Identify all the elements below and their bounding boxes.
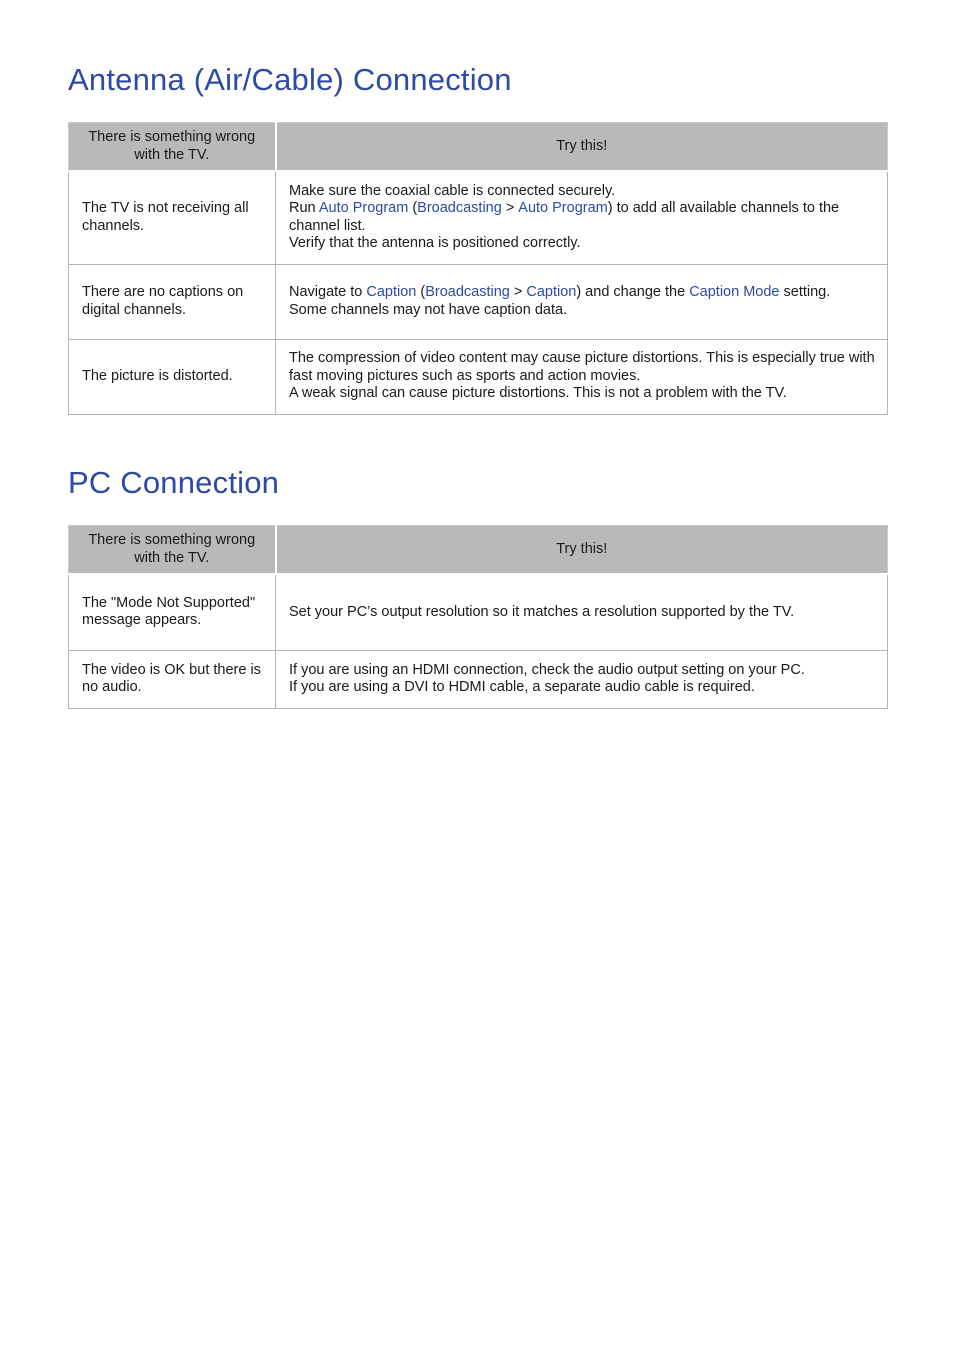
table-row <box>69 339 888 414</box>
solution-line: Set your PC’s output resolution so it matches a resolution supported by the TV. <box>289 603 795 620</box>
problem-cell: There are no captions on digital channels. <box>69 264 276 339</box>
table-row <box>69 650 888 708</box>
problem-column-header: There is something wrong with the TV. <box>69 123 276 172</box>
chevron-right-icon: > <box>513 284 523 300</box>
solution-line: A weak signal can cause picture distortions. This is not a problem with the TV. <box>289 385 787 402</box>
problem-cell: The picture is distorted. <box>69 339 276 414</box>
solution-line: Run Auto Program (Broadcasting > Auto Program) to add all available channels to the channel list. <box>289 200 840 234</box>
solution-column-header: Try this! <box>276 123 888 172</box>
table-header-row <box>69 123 888 172</box>
problem-cell: The TV is not receiving all channels. <box>69 171 276 264</box>
solution-cell <box>276 650 888 708</box>
solution-line: Navigate to Caption (Broadcasting > Caption) and change the Caption Mode setting. <box>289 284 831 300</box>
solution-cell <box>276 264 888 339</box>
solution-line: Some channels may not have caption data. <box>289 301 568 318</box>
menu-link-broadcasting: Broadcasting <box>417 200 502 217</box>
pc-troubleshooting-table <box>68 525 888 709</box>
solution-line: The compression of video content may cause picture distortions. This is especially true with fast moving pictures such as sports and action movies. <box>289 350 875 384</box>
section-title-pc: PC Connection <box>68 465 280 500</box>
table-row <box>69 574 888 650</box>
menu-link-caption: Caption <box>366 284 417 300</box>
solution-line: Make sure the coaxial cable is connected securely. <box>289 182 616 199</box>
solution-line: Verify that the antenna is positioned correctly. <box>289 235 581 252</box>
solution-line: If you are using an HDMI connection, check the audio output setting on your PC. <box>289 661 805 678</box>
menu-link-caption: Caption <box>526 284 577 300</box>
problem-cell: The video is OK but there is no audio. <box>69 650 276 708</box>
antenna-troubleshooting-table <box>68 122 888 415</box>
problem-column-header: There is something wrong with the TV. <box>69 526 276 575</box>
table-header-row <box>69 526 888 575</box>
menu-link-auto-program: Auto Program <box>318 200 409 217</box>
table-row <box>69 171 888 264</box>
section-title-antenna: Antenna (Air/Cable) Connection <box>68 62 512 97</box>
solution-line: If you are using a DVI to HDMI cable, a separate audio cable is required. <box>289 679 755 695</box>
solution-column-header: Try this! <box>276 526 888 575</box>
solution-cell <box>276 171 888 264</box>
solution-cell <box>276 574 888 650</box>
problem-cell: The "Mode Not Supported" message appears. <box>69 574 276 650</box>
solution-cell <box>276 339 888 414</box>
chevron-right-icon: > <box>505 200 515 217</box>
menu-link-broadcasting: Broadcasting <box>425 284 510 300</box>
menu-link-caption-mode: Caption Mode <box>689 284 780 300</box>
table-row <box>69 264 888 339</box>
menu-link-auto-program: Auto Program <box>518 200 608 217</box>
